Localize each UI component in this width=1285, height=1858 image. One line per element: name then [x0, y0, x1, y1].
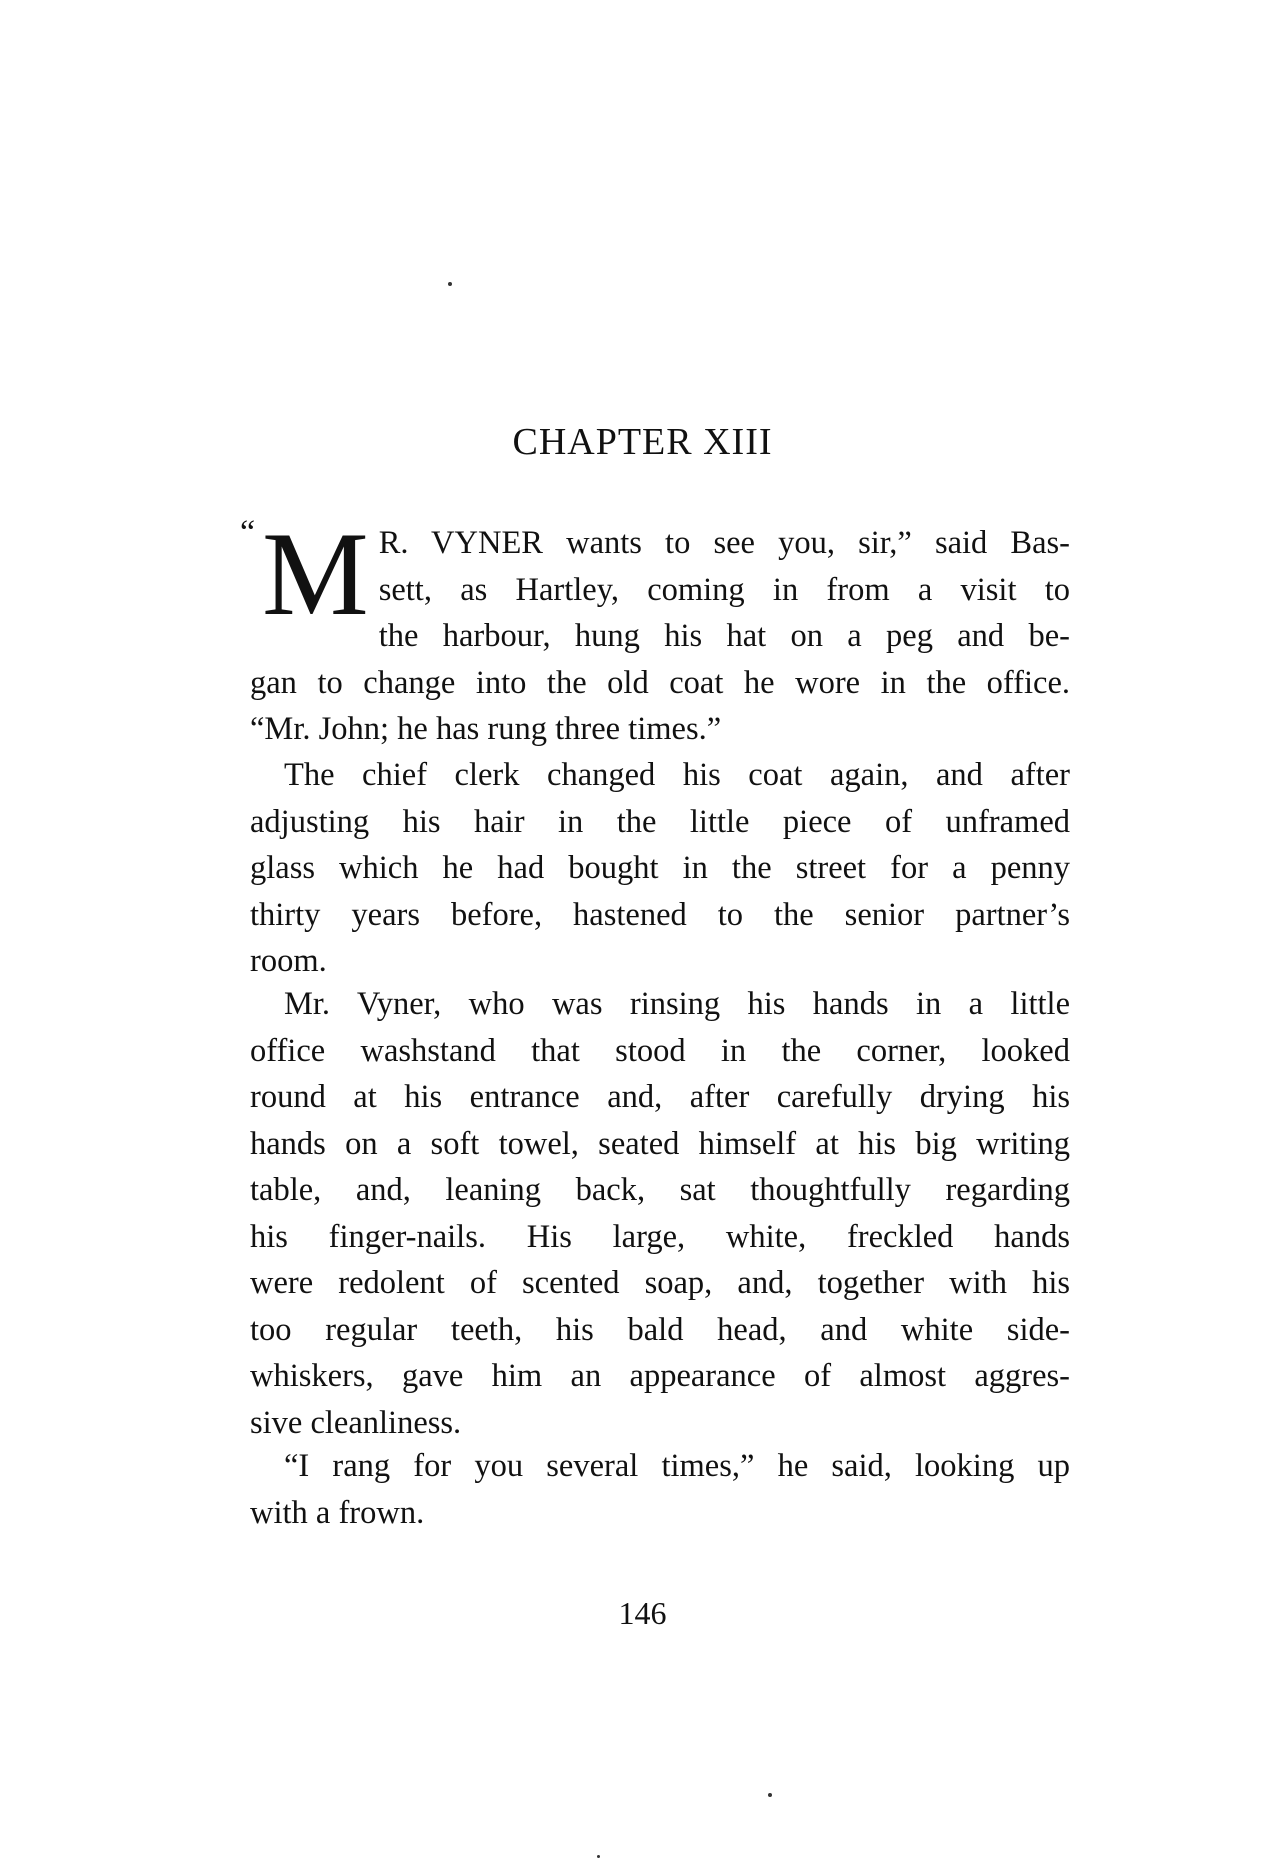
text-line: gan to change into the old coat he wore in the office.	[250, 664, 1070, 701]
scan-speck	[768, 1793, 772, 1797]
text-line: The chief clerk changed his coat again, and after	[284, 757, 1070, 793]
text-line: were redolent of scented soap, and, together with his	[250, 1265, 1070, 1301]
text-line: room.	[250, 943, 327, 979]
paragraph-opening	[240, 507, 1070, 753]
chapter-title: CHAPTER XIII	[512, 421, 773, 463]
text-line: with a frown.	[250, 1494, 425, 1531]
text-line: table, and, leaning back, sat thoughtfully regarding	[250, 1172, 1070, 1208]
drop-cap: M	[262, 507, 369, 640]
paragraph-4	[250, 1443, 1070, 1536]
text-line: office washstand that stood in the corner, looked	[250, 1032, 1070, 1069]
text-line: sett, as Hartley, coming in from a visit to	[378, 571, 1070, 608]
text-line: hands on a soft towel, seated himself at his big writing	[250, 1125, 1070, 1162]
text-line: his finger-nails. His large, white, freckled hands	[250, 1218, 1070, 1255]
text-line: thirty years before, hastened to the senior partner’s	[250, 896, 1070, 933]
text-line: R. VYNER wants to see you, sir,” said Bas-	[378, 525, 1070, 561]
text-line: round at his entrance and, after carefully drying his	[250, 1079, 1070, 1115]
text-line: sive cleanliness.	[250, 1404, 462, 1441]
opening-quote: “	[240, 514, 256, 551]
paragraph-2	[250, 752, 1070, 985]
text-line: “Mr. John; he has rung three times.”	[250, 711, 722, 747]
text-line: adjusting his hair in the little piece of unframed	[250, 803, 1070, 840]
text-line: “I rang for you several times,” he said, looking up	[284, 1448, 1070, 1484]
text-line: the harbour, hung his hat on a peg and be-	[378, 618, 1070, 654]
text-line: whiskers, gave him an appearance of almost aggres-	[250, 1358, 1070, 1394]
text-line: Mr. Vyner, who was rinsing his hands in a little	[284, 986, 1070, 1022]
text-line: glass which he had bought in the street for a penny	[250, 850, 1070, 886]
text-line: too regular teeth, his bald head, and white side-	[250, 1311, 1070, 1348]
page-number: 146	[618, 1595, 667, 1631]
paragraph-3	[250, 981, 1070, 1446]
scan-speck	[448, 282, 452, 286]
